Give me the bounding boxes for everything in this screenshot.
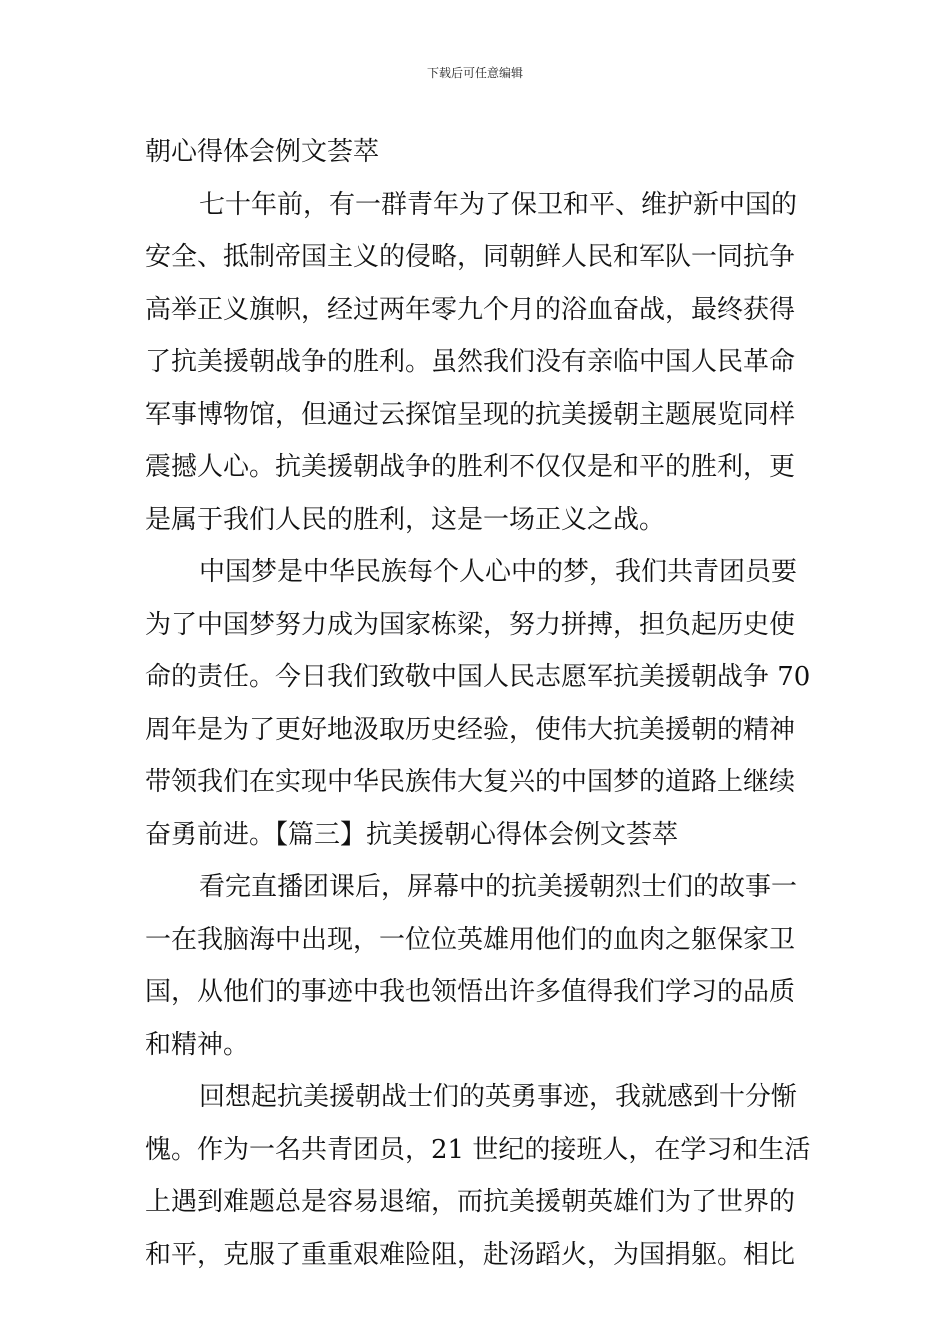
paragraph-line: 军事博物馆，但通过云探馆呈现的抗美援朝主题展览同样 <box>145 399 796 430</box>
paragraph-line: 命的责任。今日我们致敬中国人民志愿军抗美援朝战争 70 <box>145 662 811 692</box>
paragraph-line: 了抗美援朝战争的胜利。虽然我们没有亲临中国人民革命 <box>145 347 796 377</box>
paragraph-line: 奋勇前进。【篇三】抗美援朝心得体会例文荟萃 <box>145 819 679 850</box>
paragraph-line: 和平，克服了重重艰难险阻，赴汤蹈火，为国捐躯。相比 <box>145 1239 796 1270</box>
paragraph-line: 高举正义旗帜，经过两年零九个月的浴血奋战，最终获得 <box>145 294 796 325</box>
paragraph-line: 七十年前，有一群青年为了保卫和平、维护新中国的 <box>199 189 798 220</box>
paragraph-line: 一在我脑海中出现，一位位英雄用他们的血肉之躯保家卫 <box>145 924 796 955</box>
paragraph-line: 中国梦是中华民族每个人心中的梦，我们共青团员要 <box>199 557 798 587</box>
paragraph-line: 上遇到难题总是容易退缩，而抗美援朝英雄们为了世界的 <box>145 1187 796 1217</box>
paragraph-line: 为了中国梦努力成为国家栋梁，努力拼搏，担负起历史使 <box>145 609 796 640</box>
paragraph <box>145 179 810 547</box>
paragraph <box>145 1071 810 1281</box>
paragraph <box>145 546 810 861</box>
paragraph <box>145 861 810 1071</box>
document-body <box>145 126 810 1281</box>
paragraph-line: 震撼人心。抗美援朝战争的胜利不仅仅是和平的胜利，更 <box>145 452 796 482</box>
paragraph-line: 看完直播团课后，屏幕中的抗美援朝烈士们的故事一 <box>199 872 798 902</box>
paragraph-line: 愧。作为一名共青团员，21 世纪的接班人，在学习和生活 <box>145 1134 811 1165</box>
paragraph-line: 周年是为了更好地汲取历史经验，使伟大抗美援朝的精神 <box>145 714 796 745</box>
page-header: 下载后可任意编辑 <box>426 66 523 80</box>
paragraph-line: 带领我们在实现中华民族伟大复兴的中国梦的道路上继续 <box>145 767 796 797</box>
paragraph-line: 和精神。 <box>145 1029 250 1060</box>
paragraph-line: 回想起抗美援朝战士们的英勇事迹，我就感到十分惭 <box>199 1082 798 1112</box>
paragraph-line: 国，从他们的事迹中我也领悟出许多值得我们学习的品质 <box>145 977 796 1007</box>
title-line: 朝心得体会例文荟萃 <box>145 137 380 167</box>
paragraph-line: 是属于我们人民的胜利，这是一场正义之战。 <box>145 504 666 535</box>
paragraph-line: 安全、抵制帝国主义的侵略，同朝鲜人民和军队一同抗争 <box>145 242 796 272</box>
